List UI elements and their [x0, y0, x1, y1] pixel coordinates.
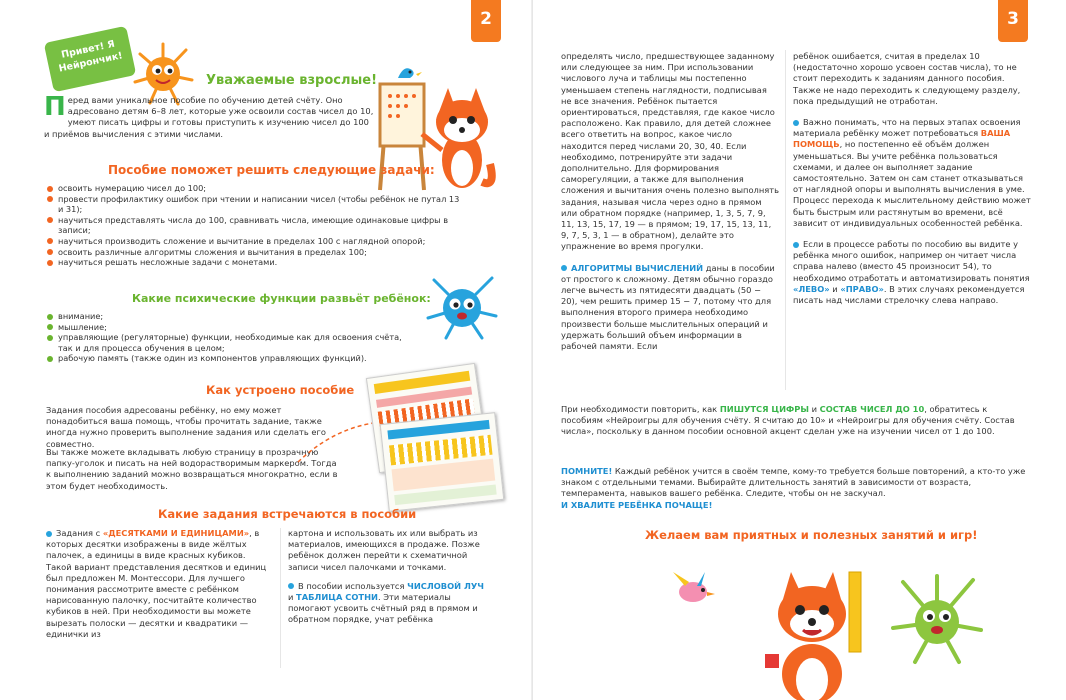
kinds-column-1 — [46, 528, 272, 640]
highlight-composition: СОСТАВ ЧИСЕЛ ДО 10 — [819, 404, 925, 414]
kinds-col2-p2-post: . Эти материалы помогают усвоить счётный ряд в прямом и обратном порядке, учат ребёнка — [288, 592, 478, 625]
repeat-mid: и — [808, 404, 820, 414]
list-item: освоить различные алгоритмы сложения и вычитания в пределах 100; — [46, 247, 460, 258]
highlight-your-help: ВАША ПОМОЩЬ — [793, 128, 1011, 150]
sample-page-thumbnail-2 — [380, 412, 505, 512]
blue-neuron-icon — [424, 270, 500, 342]
colB-p2-pre: Важно понимать, что на первых этапах освоения материала ребёнку может потребоваться — [793, 117, 1021, 139]
highlight-remember: ПОМНИТЕ! — [561, 466, 613, 476]
colB-p3-pre: Если в процессе работы по пособию вы видите у ребёнка много ошибок, например он читает числа справа налево (вместо 45 произносит 54), то необходимо отработать и автоматизировать понятия — [793, 239, 1030, 283]
list-item: внимание; — [46, 311, 410, 322]
highlight-digits: ПИШУТСЯ ЦИФРЫ — [719, 404, 809, 414]
right-column-a — [561, 51, 779, 352]
remember-text: Каждый ребёнок учится в своём темпе, кому-то требуется больше повторений, а кто-то уже знаком с отдельными темами. Выбирайте длительность занятий в зависимости от возраста, темперамента, навыков вашего ребёнка. Следите, чтобы он не заскучал. — [561, 466, 1026, 499]
highlight-right: «ПРАВО» — [840, 283, 884, 294]
heading-kinds: Какие задания встречаются в пособии — [158, 507, 417, 521]
bullet-icon — [793, 120, 799, 126]
kinds-col1-pre: Задания с — [56, 528, 103, 538]
highlight-tens-units: «ДЕСЯТКАМИ И ЕДИНИЦАМИ» — [102, 528, 250, 538]
colA-paragraph-1: определять число, предшествующее заданному или следующее за ним. При использовании числового луча и таблицы мы постепенно уменьшаем степень наглядности, подписывая не все значения. Ребёнок пытается ориентироваться, представляя, где какое число расположено. Как правило, для детей сложнее всего ответить на вопрос, какое число находится перед числами 20, 30, 40. Если необходимо, потренируйте эти задачи дополнительно. Для формирования саморегуляции, а также для выполнения сложения и вычитания очень полезно выполнять задания, называя числа через одно в прямом или обратном порядке (например, 1, 3, 5, 7, 9, 11, 13, 15, 17, 19 — в прямом; 19, 17, 15, 13, 11, 9, 7, 5, 3, 1 — в обратном), делайте это упражнение во время прогулки. — [561, 51, 779, 252]
bullet-icon — [46, 531, 52, 537]
right-column-b — [793, 51, 1031, 306]
repeat-pre: При необходимости повторить, как — [561, 404, 720, 414]
kinds-column-2 — [288, 528, 484, 626]
structure-paragraph-1: Задания пособия адресованы ребёнку, но ему может понадобиться ваша помощь, чтобы прочитать задание, также иногда нужно проверить выполнение задания или сделать его совместно. — [46, 405, 326, 449]
fox-blocks-illustration — [751, 566, 871, 700]
highlight-algorithms: АЛГОРИТМЫ ВЫЧИСЛЕНИЙ — [571, 262, 704, 273]
kinds-col2-p2 — [288, 581, 484, 626]
kinds-col1-post: , в которых десятки изображены в виде жёлтых палочек, а единицы в виде красных кубиков. Такой вариант представления десятков и единиц был предложен М. Монтессори. Для лучшего понимания рассмотрите вместе с ребёнком нарисованную палочку, посчитайте количество кубиков в ней. При необходимости вы можете вырезать полоски — десятки и квадратики — единички из — [46, 528, 267, 639]
intro-dropcap: П — [44, 92, 66, 122]
heading-functions: Какие психические функции развьёт ребёнок: — [132, 292, 431, 305]
green-neuron-icon — [889, 572, 985, 668]
heading-structure: Как устроено пособие — [206, 383, 355, 397]
kinds-col2-p2-mid: и — [288, 592, 297, 603]
tasks-list — [46, 183, 460, 268]
colB-p2-text: , но постепенно её объём должен уменьшаться. Вы учите ребёнка пользоваться схемами, и далее он выполняет задание самостоятельно. Затем он сам станет отказываться от наглядной опоры и выполнять вычисления в уме. Процесс перехода к мыслительному действию может быть быстрым или растянутым во времени, всё зависит от индивидуальных особенностей ребёнка. — [793, 139, 1031, 228]
bird-icon — [667, 568, 717, 612]
column-divider — [280, 528, 281, 668]
column-divider — [785, 50, 786, 390]
page-number-right: 3 — [998, 0, 1028, 42]
kinds-col2-p1: картона и использовать их или выбрать из материалов, имеющихся в продаже. Позже ребёнок должен перейти к схематичной записи чисел палочками и точками. — [288, 528, 480, 572]
colA-p2-text: даны в пособии от простого к сложному. Детям обычно гораздо легче вычесть из пятидесяти двадцать (50 − 20), чем решить пример 15 − 7, потому что для выполнения второго примера необходимо произвести больше мыслительных операций и удержать больший объем информации в рабочей памяти. Если — [561, 262, 775, 352]
repeat-paragraph — [561, 404, 1031, 438]
list-item: научиться решать несложные задачи с монетами. — [46, 257, 460, 268]
list-item: мышление; — [46, 322, 410, 333]
highlight-number-line: ЧИСЛОВОЙ ЛУЧ — [407, 580, 484, 591]
colB-paragraph-3 — [793, 239, 1031, 306]
list-item: научиться представлять числа до 100, сравнивать числа, имеющие одинаковые цифры в записи; — [46, 215, 460, 236]
list-item: управляющие (регуляторные) функции, необходимые как для освоения счёта, так и для процесса обучения в целом; — [46, 332, 410, 353]
list-item: научиться производить сложение и вычитание в пределах 100 с наглядной опорой; — [46, 236, 460, 247]
remember-paragraph — [561, 466, 1031, 511]
intro-paragraph — [44, 92, 374, 140]
intro-text: еред вами уникальное пособие по обучению детей счёту. Оно адресовано детям 6–8 лет, которые уже освоили состав чисел до 10, умеют писать цифры и готовы приступить к изучению чисел до 100 и приёмов вычисления с этими числами. — [44, 95, 374, 139]
list-item: рабочую память (также один из компонентов управляющих функций). — [46, 353, 410, 364]
colB-paragraph-2 — [793, 117, 1031, 229]
praise-line: И ХВАЛИТЕ РЕБЁНКА ПОЧАЩЕ! — [561, 499, 713, 510]
colA-paragraph-2 — [561, 263, 779, 353]
colB-p3-mid: и — [829, 283, 841, 294]
page-number-left: 2 — [471, 0, 501, 42]
fox-easel-illustration — [376, 50, 496, 200]
highlight-hundred-table: ТАБЛИЦА СОТНИ — [296, 592, 378, 603]
list-item: провести профилактику ошибок при чтении и написании чисел (чтобы ребёнок не путал 13 и 31); — [46, 194, 460, 215]
bullet-icon — [561, 265, 567, 271]
kinds-col2-p2-pre: В пособии используется — [298, 580, 408, 591]
closing-wish: Желаем вам приятных и полезных занятий и игр! — [645, 528, 978, 542]
structure-paragraph-2: Вы также можете вкладывать любую страницу в прозрачную папку-уголок и писать на ней водорастворимым маркером. Тогда к выполнению заданий можно возвращаться многократно, если в этом будет необходимость. — [46, 447, 338, 491]
heading-adults: Уважаемые взрослые! — [206, 73, 378, 88]
functions-list — [46, 311, 410, 364]
bullet-icon — [288, 583, 294, 589]
bullet-icon — [793, 242, 799, 248]
list-item: освоить нумерацию чисел до 100; — [46, 183, 460, 194]
highlight-left: «ЛЕВО» — [793, 283, 830, 294]
colB-paragraph-1: ребёнок ошибается, считая в пределах 10 (недостаточно хорошо усвоен состав числа), то не стоит переходить к заданиям данного пособия. Также не надо переходить к следующему разделу, пока предыдущий не отработан. — [793, 51, 1021, 106]
right-page — [533, 0, 1066, 700]
heading-tasks: Пособие поможет решить следующие задачи: — [108, 163, 435, 177]
speech-bubble: Привет! Я Нейрончик! — [44, 26, 137, 92]
repeat-post: , обратитесь к пособиям «Нейроигры для обучения счёту. Я считаю до 10» и «Нейроигры для обучения счёту. Состав числа», поскольку в данном пособии основной акцент сделан уже на изучении чисел от 1 до 100. — [561, 404, 1015, 437]
colB-p3-post: . В этих случаях рекомендуется писать над числами стрелочку слева направо. — [793, 283, 1025, 306]
